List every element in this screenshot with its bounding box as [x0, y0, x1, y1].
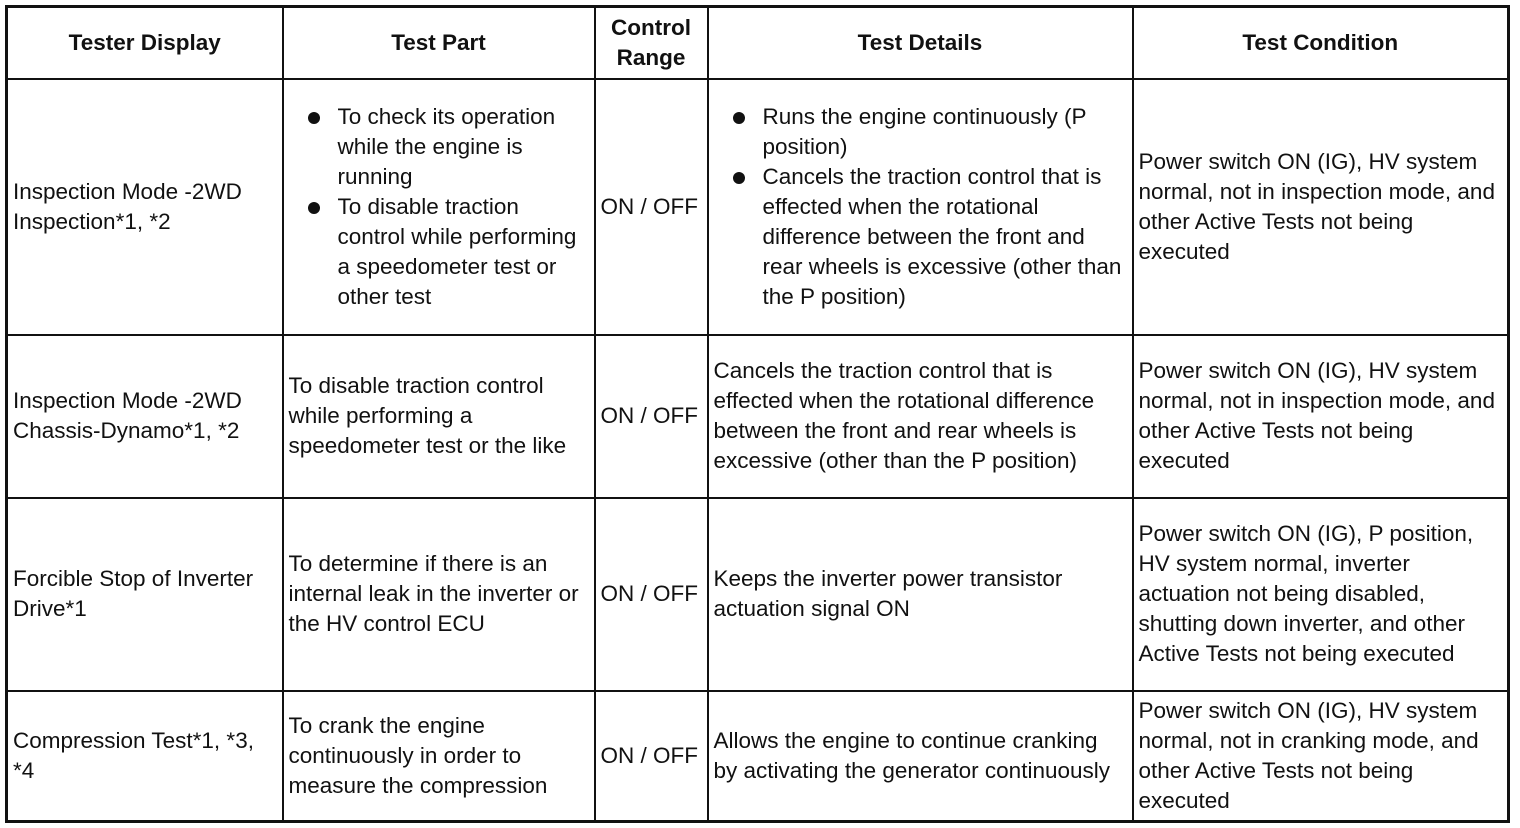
test-details-cell: Allows the engine to continue cranking by activating the generator continuously: [708, 691, 1133, 822]
tester-display-cell: Inspection Mode -2WD Inspection*1, *2: [7, 79, 283, 335]
tester-display-cell: Compression Test*1, *3, *4: [7, 691, 283, 822]
table-row: [7, 335, 1509, 498]
test-condition-cell: Power switch ON (IG), P position, HV system normal, inverter actuation not being disabled, shutting down inverter, and other Active Tests not being executed: [1133, 498, 1509, 691]
test-condition-cell: Power switch ON (IG), HV system normal, not in inspection mode, and other Active Tests not being executed: [1133, 335, 1509, 498]
test-part-cell: To determine if there is an internal leak in the inverter or the HV control ECU: [283, 498, 595, 691]
active-test-table: [5, 5, 1510, 823]
control-range-cell: ON / OFF: [595, 691, 708, 822]
bullet-item: Cancels the traction control that is effected when the rotational difference between the front and rear wheels is excessive (other than the P position): [714, 162, 1127, 312]
test-condition-cell: Power switch ON (IG), HV system normal, not in inspection mode, and other Active Tests not being executed: [1133, 79, 1509, 335]
bullet-item: Runs the engine continuously (P position): [714, 102, 1127, 162]
tester-display-cell: Inspection Mode -2WD Chassis-Dynamo*1, *2: [7, 335, 283, 498]
header-test-details: Test Details: [708, 7, 1133, 79]
test-details-cell: [708, 79, 1133, 335]
test-part-cell: To crank the engine continuously in order to measure the compression: [283, 691, 595, 822]
bullet-item: To check its operation while the engine is running: [289, 102, 589, 192]
bullet-item: To disable traction control while performing a speedometer test or other test: [289, 192, 589, 312]
table-row: [7, 691, 1509, 822]
control-range-cell: ON / OFF: [595, 79, 708, 335]
bullet-list: [289, 102, 589, 312]
bullet-list: [714, 102, 1127, 312]
header-test-part: Test Part: [283, 7, 595, 79]
table-row: [7, 79, 1509, 335]
header-tester-display: Tester Display: [7, 7, 283, 79]
test-condition-cell: Power switch ON (IG), HV system normal, not in cranking mode, and other Active Tests not being executed: [1133, 691, 1509, 822]
test-part-cell: [283, 79, 595, 335]
control-range-cell: ON / OFF: [595, 498, 708, 691]
header-row: [7, 7, 1509, 79]
test-details-cell: Cancels the traction control that is effected when the rotational difference between the front and rear wheels is excessive (other than the P position): [708, 335, 1133, 498]
tester-display-cell: Forcible Stop of Inverter Drive*1: [7, 498, 283, 691]
header-control-range: Control Range: [595, 7, 708, 79]
header-test-condition: Test Condition: [1133, 7, 1509, 79]
test-part-cell: To disable traction control while performing a speedometer test or the like: [283, 335, 595, 498]
table-row: [7, 498, 1509, 691]
control-range-cell: ON / OFF: [595, 335, 708, 498]
test-details-cell: Keeps the inverter power transistor actuation signal ON: [708, 498, 1133, 691]
